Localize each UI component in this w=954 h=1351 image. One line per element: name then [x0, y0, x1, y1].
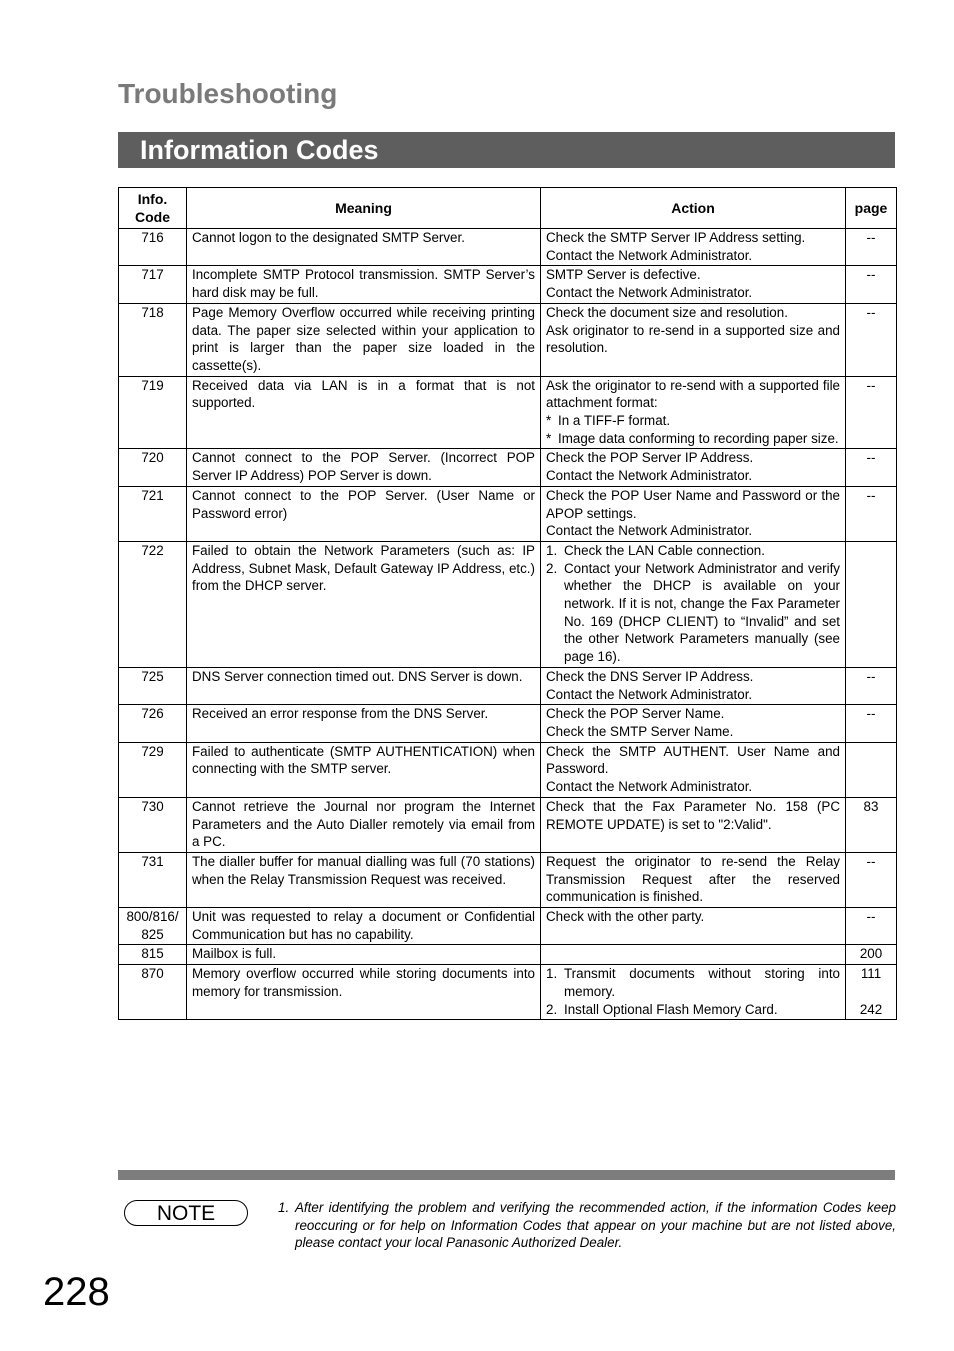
page-ref: 242 [859, 1001, 883, 1017]
info-code-cell: 725 [119, 667, 187, 704]
table-row [119, 852, 897, 907]
column-header-code: Info. Code [119, 188, 187, 229]
table-row [119, 742, 897, 797]
page-ref: -- [866, 377, 876, 393]
page-ref-cell [846, 541, 897, 667]
page-ref: -- [866, 706, 876, 722]
meaning-text: The dialler buffer for manual dialling was full (70 stations) when the Relay Transmission Request was received. [192, 853, 535, 887]
numbered-step [546, 965, 840, 1000]
info-code-cell: 716 [119, 229, 187, 266]
page-ref: 83 [863, 798, 879, 814]
meaning-cell [187, 965, 541, 1020]
meaning-cell [187, 945, 541, 965]
action-cell [541, 303, 846, 376]
meaning-text: Failed to obtain the Network Parameters (such as: IP Address, Subnet Mask, Default Gateway IP Address, etc.) from the DHCP server. [192, 542, 535, 594]
action-text: Ask the originator to re-send with a supported file attachment format: [546, 377, 840, 411]
page-ref: -- [866, 450, 876, 466]
page-ref-cell [846, 303, 897, 376]
table-row [119, 667, 897, 704]
info-code-cell: 730 [119, 797, 187, 852]
column-header-action: Action [541, 188, 846, 229]
meaning-text: Memory overflow occurred while storing documents into memory for transmission. [192, 966, 535, 999]
page-ref-cell [846, 667, 897, 704]
action-cell [541, 667, 846, 704]
list-text: Image data conforming to recording paper size. [558, 430, 839, 446]
action-cell [541, 266, 846, 303]
info-code-cell: 721 [119, 486, 187, 541]
page-ref-cell [846, 376, 897, 449]
meaning-cell [187, 705, 541, 742]
page-ref: -- [866, 267, 876, 283]
page-ref-cell [846, 266, 897, 303]
page-ref [851, 743, 891, 761]
action-text: Check that the Fax Parameter No. 158 (PC REMOTE UPDATE) is set to "2:Valid". [546, 798, 840, 832]
info-code-cell: 722 [119, 541, 187, 667]
meaning-text: Failed to authenticate (SMTP AUTHENTICATION) when connecting with the SMTP server. [192, 743, 535, 777]
list-text: Install Optional Flash Memory Card. [564, 1001, 778, 1017]
page-ref-cell [846, 965, 897, 1020]
meaning-text: Incomplete SMTP Protocol transmission. SMTP Server’s hard disk may be full. [192, 267, 535, 301]
meaning-text: Cannot connect to the POP Server. (Incorrect POP Server IP Address) POP Server is down. [192, 450, 535, 484]
action-cell [541, 945, 846, 965]
action-text: Check the POP Server Name. [546, 706, 725, 722]
page-ref-cell [846, 945, 897, 965]
note-body: After identifying the problem and verifying the recommended action, if the information Codes keep reoccuring or for help on Information Codes that appear on your machine but are not listed above, please contact your local Panasonic Authorized Dealer. [295, 1200, 896, 1251]
action-cell [541, 908, 846, 945]
meaning-text: Received data via LAN is in a format that is not supported. [192, 377, 535, 411]
action-cell [541, 486, 846, 541]
table-row [119, 965, 897, 1020]
column-header-page: page [846, 188, 897, 229]
bullet-item [546, 430, 840, 448]
section-title: Troubleshooting [118, 78, 338, 109]
table-body [119, 229, 897, 1020]
meaning-text: Cannot connect to the POP Server. (User Name or Password error) [192, 487, 535, 521]
action-text: SMTP Server is defective. [546, 267, 701, 283]
action-cell [541, 229, 846, 266]
note-text [278, 1199, 896, 1252]
page-ref-cell [846, 852, 897, 907]
meaning-cell [187, 229, 541, 266]
meaning-text: Cannot logon to the designated SMTP Server. [192, 230, 465, 245]
footer-divider [118, 1170, 895, 1180]
meaning-cell [187, 908, 541, 945]
action-cell [541, 705, 846, 742]
action-text: Check the SMTP Server Name. [546, 723, 734, 739]
meaning-cell [187, 376, 541, 449]
table-header-row [119, 188, 897, 229]
page-ref: 200 [859, 946, 883, 962]
page-ref [851, 542, 891, 560]
action-cell [541, 541, 846, 667]
information-codes-table [118, 187, 897, 1020]
numbered-step [546, 560, 840, 666]
page-ref-cell [846, 742, 897, 797]
info-code-cell: 718 [119, 303, 187, 376]
action-text: Check with the other party. [546, 909, 705, 925]
action-cell [541, 797, 846, 852]
info-code-cell: 815 [119, 945, 187, 965]
table-row [119, 229, 897, 266]
meaning-text: Page Memory Overflow occurred while receiving printing data. The paper size selected within your application to print is larger than the paper size loaded in the cassette(s). [192, 304, 535, 373]
info-code-cell: 800/816/ 825 [119, 908, 187, 945]
action-text: Check the SMTP Server IP Address setting. [546, 230, 806, 245]
meaning-cell [187, 852, 541, 907]
meaning-cell [187, 541, 541, 667]
page-ref-cell [846, 705, 897, 742]
list-marker: * [546, 430, 552, 446]
list-text: Transmit documents without storing into memory. [564, 966, 840, 999]
action-text: Request the originator to re-send the Relay Transmission Request after the reserved communication is finished. [546, 853, 840, 905]
list-marker: * [546, 413, 552, 429]
meaning-cell [187, 266, 541, 303]
table-row [119, 486, 897, 541]
action-text: Check the DNS Server IP Address. [546, 668, 754, 684]
list-text: In a TIFF-F format. [558, 413, 671, 429]
action-cell [541, 376, 846, 449]
table-row [119, 541, 897, 667]
info-code-cell: 720 [119, 449, 187, 486]
meaning-text: Cannot retrieve the Journal nor program the Internet Parameters and the Auto Dialler remotely via email from a PC. [192, 798, 535, 850]
table-row [119, 908, 897, 945]
page-ref: -- [866, 304, 876, 320]
list-marker: 2. [546, 560, 558, 576]
table-row [119, 945, 897, 965]
table-row [119, 303, 897, 376]
action-cell [541, 449, 846, 486]
page-number: 228 [43, 1270, 110, 1314]
list-marker: 1. [546, 542, 558, 558]
page-ref-cell [846, 486, 897, 541]
bullet-item [546, 412, 840, 430]
meaning-text: Mailbox is full. [192, 946, 277, 962]
page-ref-cell [846, 797, 897, 852]
action-cell [541, 965, 846, 1020]
action-text: Check the POP User Name and Password or the APOP settings. [546, 487, 840, 521]
action-text: Contact the Network Administrator. [546, 779, 753, 795]
action-text: Check the POP Server IP Address. [546, 450, 754, 466]
table-row [119, 376, 897, 449]
page-ref: -- [866, 230, 876, 245]
action-text: Contact the Network Administrator. [546, 523, 753, 539]
meaning-cell [187, 797, 541, 852]
page-ref: -- [866, 668, 876, 684]
info-code-cell: 870 [119, 965, 187, 1020]
note-label: NOTE [124, 1200, 248, 1226]
page-ref-cell [846, 449, 897, 486]
table-row [119, 449, 897, 486]
list-marker: 2. [546, 1001, 558, 1017]
page-ref-cell [846, 229, 897, 266]
list-text: Contact your Network Administrator and verify whether the DHCP is available on your network. If it is not, change the Fax Parameter No. 169 (DHCP CLIENT) to “Invalid” and set the other Network Parameters manually (see page 16). [564, 560, 840, 665]
meaning-text: DNS Server connection timed out. DNS Server is down. [192, 668, 523, 684]
list-text: Check the LAN Cable connection. [564, 542, 765, 558]
meaning-cell [187, 742, 541, 797]
action-text: Contact the Network Administrator. [546, 686, 753, 702]
meaning-cell [187, 667, 541, 704]
table-row [119, 797, 897, 852]
info-code-cell: 731 [119, 852, 187, 907]
numbered-step [546, 1001, 840, 1019]
table-row [119, 705, 897, 742]
info-code-cell: 726 [119, 705, 187, 742]
action-text: Ask originator to re-send in a supported size and resolution. [546, 322, 840, 356]
action-cell [541, 742, 846, 797]
column-header-meaning: Meaning [187, 188, 541, 229]
action-text: Contact the Network Administrator. [546, 285, 753, 301]
meaning-text: Received an error response from the DNS Server. [192, 706, 489, 722]
table-row [119, 266, 897, 303]
action-text: Contact the Network Administrator. [546, 247, 753, 263]
page-ref: -- [866, 909, 876, 925]
note-number: 1. [278, 1200, 290, 1215]
page-ref [851, 983, 891, 1001]
action-text: Check the SMTP AUTHENT. User Name and Password. [546, 743, 840, 777]
meaning-text: Unit was requested to relay a document or Confidential Communication but has no capability. [192, 909, 535, 942]
page-ref-cell [846, 908, 897, 945]
action-text: Contact the Network Administrator. [546, 468, 753, 484]
info-code-cell: 719 [119, 376, 187, 449]
info-code-cell: 729 [119, 742, 187, 797]
numbered-step [546, 542, 840, 560]
list-marker: 1. [546, 966, 558, 982]
info-code-cell: 717 [119, 266, 187, 303]
action-text: Check the document size and resolution. [546, 304, 788, 320]
meaning-cell [187, 486, 541, 541]
action-cell [541, 852, 846, 907]
page-ref: -- [866, 487, 876, 503]
page-title-banner: Information Codes [118, 132, 895, 168]
page-ref: -- [866, 853, 876, 869]
page-ref: 111 [860, 966, 882, 982]
meaning-cell [187, 303, 541, 376]
meaning-cell [187, 449, 541, 486]
